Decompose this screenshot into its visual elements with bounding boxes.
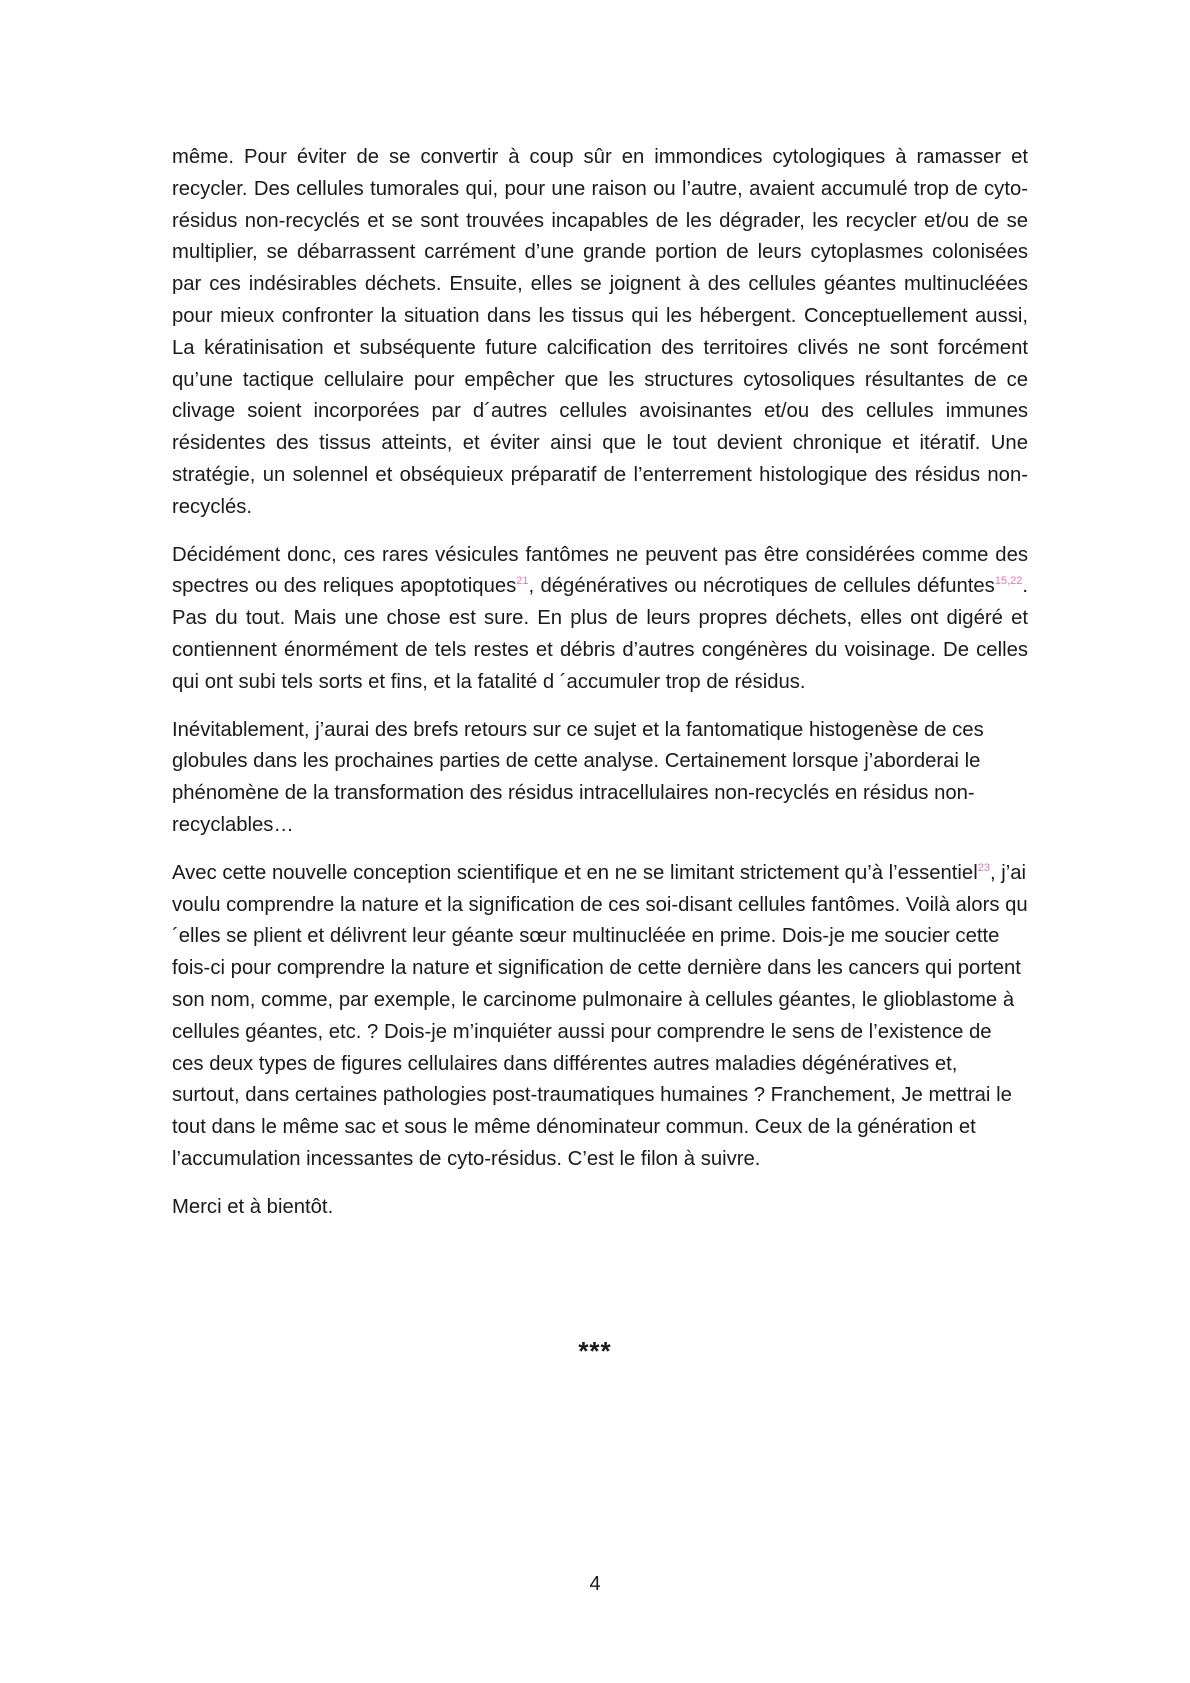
paragraph-4 <box>172 858 1028 1176</box>
paragraph-1 <box>172 142 1028 524</box>
citation-reference[interactable]: 23 <box>977 861 990 874</box>
citation-reference[interactable]: 15,22 <box>994 575 1023 588</box>
paragraph-5 <box>172 1192 1028 1224</box>
paragraph-2-text-part-1: Décidément donc, ces rares vésicules fantômes ne peuvent pas être considérées comme des spectres ou des reliques apoptotiques <box>172 543 1028 598</box>
paragraph-2 <box>172 540 1028 699</box>
paragraph-1-text: même. Pour éviter de se convertir à coup sûr en immondices cytologiques à ramasser et recycler. Des cellules tumorales qui, pour une raison ou l’autre, avaient accumulé trop de cyto-résidus non-recyclés et se sont trouvées incapables de les dégrader, les recycler et/ou de se multiplier, se débarrassent carrément d’une grande portion de leurs cytoplasmes colonisées par ces indésirables déchets. Ensuite, elles se joignent à des cellules géantes multinucléées pour mieux confronter la situation dans les tissus qui les hébergent. Conceptuellement aussi, La kératinisation et subséquente future calcification des territoires clivés ne sont forcément qu’une tactique cellulaire pour empêcher que les structures cytosoliques résultantes de ce clivage soient incorporées par d´autres cellules avoisinantes et/ou des cellules immunes résidentes des tissus atteints, et éviter ainsi que le tout devient chronique et itératif. Une stratégie, un solennel et obséquieux préparatif de l’enterrement histologique des résidus non-recyclés. <box>172 146 1028 518</box>
paragraph-4-text-part-2: , j’ai voulu comprendre la nature et la signification de ces soi-disant cellules fantômes. Voilà alors qu´elles se plient et délivrent leur géante sœur multinucléée en prime. Dois-je me soucier cette fois-ci pour comprendre la nature et signification de cette dernière dans les cancers qui portent son nom, comme, par exemple, le carcinome pulmonaire à cellules géantes, le glioblastome à cellules géantes, etc. ? Dois-je m’inquiéter aussi pour comprendre le sens de l’existence de ces deux types de figures cellulaires dans différentes autres maladies dégénératives et, surtout, dans certaines pathologies post-traumatiques humaines ? Franchement, Je mettrai le tout dans le même sac et sous le même dénominateur commun. Ceux de la génération et l’accumulation incessantes de cyto-résidus. C’est le filon à suivre. <box>172 861 1028 1170</box>
closing-line: Merci et à bientôt. <box>172 1195 334 1218</box>
paragraph-3-text: Inévitablement, j’aurai des brefs retours sur ce sujet et la fantomatique histogenèse de ces globules dans les prochaines parties de cette analyse. Certainement lorsque j’aborderai le phénomène de la transformation des résidus intracellulaires non-recyclés en résidus non-recyclables… <box>172 718 984 836</box>
page-number: 4 <box>589 1573 601 1595</box>
paragraph-2-text-part-3: . Pas du tout. Mais une chose est sure. En plus de leurs propres déchets, elles ont digéré et contiennent énormément de tels restes et débris d’autres congénères du voisinage. De celles qui ont subi tels sorts et fins, et la fatalité d ´accumuler trop de résidus. <box>172 575 1028 693</box>
citation-reference[interactable]: 21 <box>516 575 529 588</box>
section-separator: *** <box>578 1336 612 1366</box>
paragraph-2-text-part-2: , dégénératives ou nécrotiques de cellules défuntes <box>528 575 995 598</box>
document-body <box>172 142 1028 1240</box>
paragraph-4-text-part-1: Avec cette nouvelle conception scientifique et en ne se limitant strictement qu’à l’essentiel <box>172 861 978 884</box>
paragraph-3 <box>172 715 1028 842</box>
